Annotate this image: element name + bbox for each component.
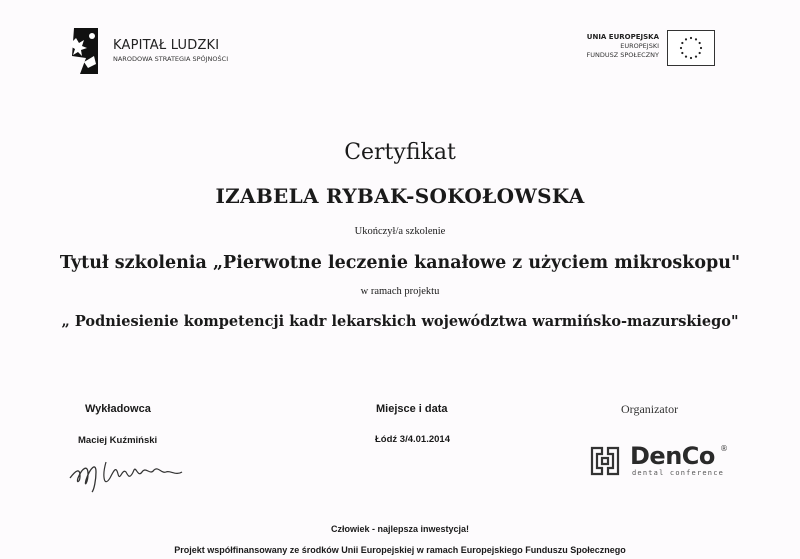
project-title: „ Podniesienie kompetencji kadr lekarskich województwa warmińsko-mazurskiego": [61, 313, 739, 330]
motto: Człowiek - najlepsza inwestycja!: [330, 524, 470, 534]
organizer-label: Organizator: [621, 402, 679, 416]
eu-star: [680, 47, 682, 49]
in-project-label: w ramach projektu: [360, 286, 440, 297]
eu-line-1: UNIA EUROPEJSKA: [586, 33, 659, 41]
denco-name: DenCo: [630, 442, 715, 470]
eu-logo: [585, 30, 715, 66]
lecturer-name: Maciej Kuźmiński: [78, 435, 158, 446]
kapital-ludzki-logo: [70, 28, 230, 76]
kapital-ludzki-logo-icon: [70, 28, 102, 74]
completed-label: Ukończył/a szkolenie: [354, 226, 446, 237]
eu-star: [695, 56, 697, 58]
denco-registered-mark: ®: [720, 444, 728, 453]
eu-star: [685, 38, 687, 40]
eu-star: [681, 42, 683, 44]
kapital-ludzki-name: KAPITAŁ LUDZKI: [113, 38, 220, 53]
handwritten-signature: [66, 448, 196, 494]
recipient-name: IZABELA RYBAK-SOKOŁOWSKA: [215, 184, 585, 208]
denco-subtitle: dental conference: [632, 469, 725, 477]
eu-line-2: EUROPEJSKI: [620, 42, 659, 50]
lecturer-label: Wykładowca: [85, 403, 151, 415]
eu-star: [700, 47, 702, 49]
place-date-value: Łódź 3/4.01.2014: [375, 434, 450, 445]
eu-star: [681, 52, 683, 54]
cofinance-note: Projekt współfinansowany ze środków Unii Europejskiej w ramach Europejskiego Funduszu Społecznego: [174, 545, 626, 555]
eu-star: [690, 57, 692, 59]
kapital-ludzki-subtitle: NARODOWA STRATEGIA SPÓJNOŚCI: [113, 55, 229, 63]
eu-text: [586, 33, 659, 60]
eu-star: [695, 38, 697, 40]
training-title: Tytuł szkolenia „Pierwotne leczenie kanałowe z użyciem mikroskopu": [59, 253, 741, 273]
eu-star: [699, 52, 701, 54]
denco-maze-logo-icon: [590, 446, 620, 476]
eu-star: [699, 42, 701, 44]
eu-star: [685, 56, 687, 58]
place-date-label: Miejsce i data: [376, 403, 448, 415]
eu-star: [690, 37, 692, 39]
eu-flag-icon: [667, 30, 715, 66]
denco-logo: [590, 444, 740, 480]
certificate-title: Certyfikat: [344, 140, 456, 165]
eu-line-3: FUNDUSZ SPOŁECZNY: [586, 51, 659, 59]
